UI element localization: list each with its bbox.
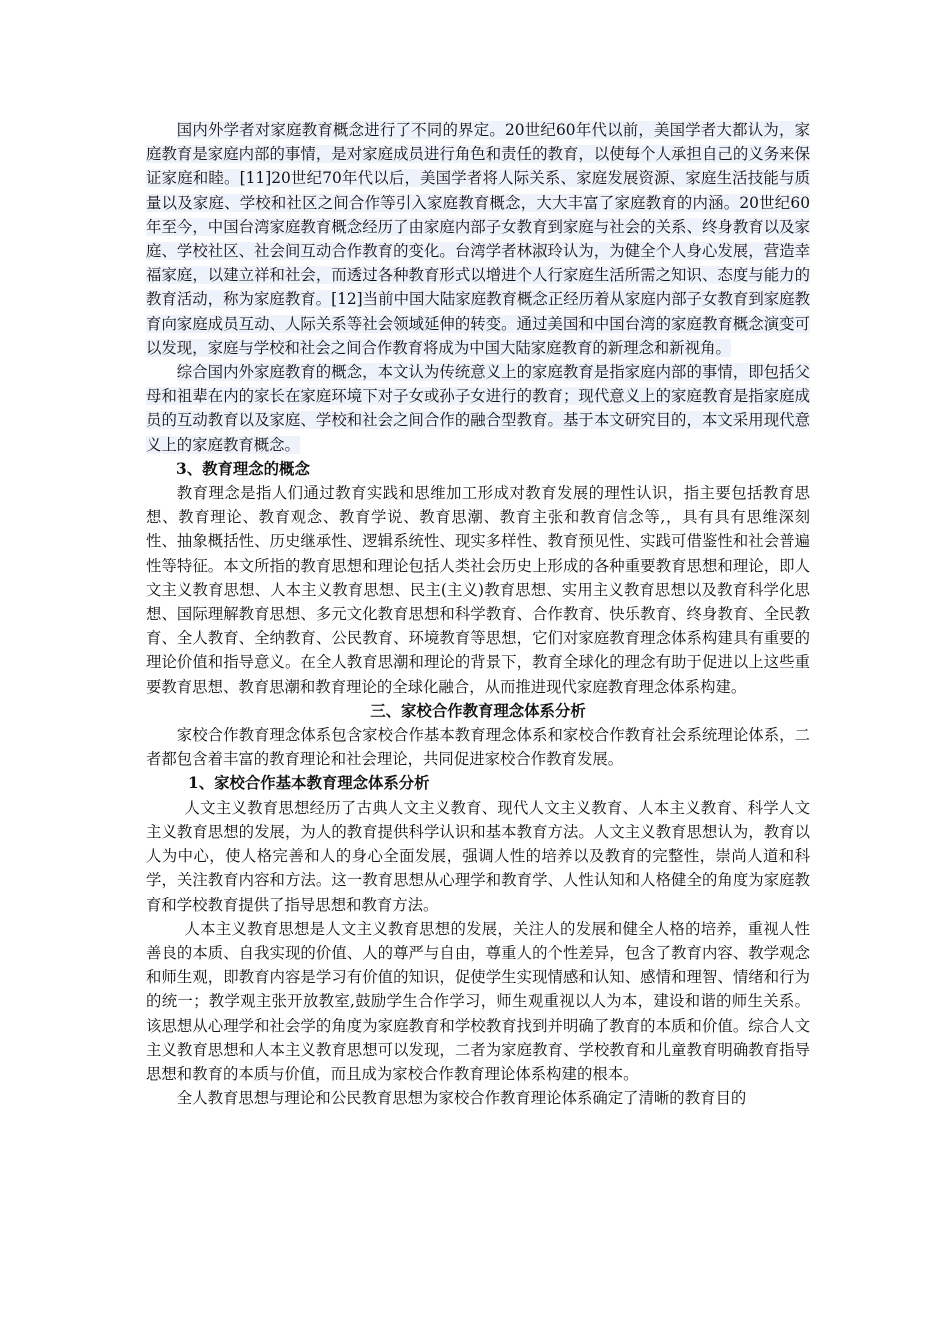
paragraph-family-education-definitions: 国内外学者对家庭教育概念进行了不同的界定。20世纪60年代以前，美国学者大都认为，家庭教育是家庭内部的事情，是对家庭成员进行角色和责任的教育，以使每个人承担自己的义务来保证家庭和睦。[11]20世纪70年代以后，美国学者将人际关系、家庭发展资源、家庭生活技能与质量以及家庭、学校和社区之间合作等引入家庭教育概念，大大丰富了家庭教育的内涵。20世纪60年至今，中国台湾家庭教育概念经历了由家庭内部子女教育到家庭与社会的关系、终身教育以及家庭、学校社区、社会间互动合作教育的变化。台湾学者林淑玲认为，为健全个人身心发展，营造幸福家庭，以建立祥和社会，而透过各种教育形式以增进个人行家庭生活所需之知识、态度与能力的教育活动，称为家庭教育。[12]当前中国大陆家庭教育概念正经历着从家庭内部子女教育到家庭教育向家庭成员互动、人际关系等社会领域延伸的转变。通过美国和中国台湾的家庭教育概念演变可以发现，家庭与学校和社会之间合作教育将成为中国大陆家庭教育的新理念和新视角。 bbox=[146, 121, 810, 357]
document-body bbox=[146, 118, 810, 1110]
paragraph-family-education-synthesis: 综合国内外家庭教育的概念，本文认为传统意义上的家庭教育是指家庭内部的事情，即包括父母和祖辈在内的家长在家庭环境下对子女或孙子女进行的教育；现代意义上的家庭教育是指家庭成员的互动教育以及家庭、学校和社会之间合作的融合型教育。基于本文研究目的，本文采用现代意义上的家庭教育概念。 bbox=[146, 363, 810, 454]
heading-section-three: 三、家校合作教育理念体系分析 bbox=[370, 701, 586, 720]
paragraph-humanism: 人文主义教育思想经历了古典人文主义教育、现代人文主义教育、人本主义教育、科学人文主义教育思想的发展，为人的教育提供科学认识和基本教育方法。人文主义教育思想认为，教育以人为中心，使人格完善和人的身心全面发展，强调人性的培养以及教育的完整性，崇尚人道和科学，关注教育内容和方法。这一教育思想从心理学和教育学、人性认知和人格健全的角度为家庭教育和学校教育提供了指导思想和教育方法。 bbox=[146, 798, 810, 914]
heading-subsection-one: 1、家校合作基本教育理念体系分析 bbox=[188, 774, 430, 793]
heading-education-concept: 3、教育理念的概念 bbox=[176, 459, 310, 478]
paragraph-whole-person-education: 全人教育思想与理论和公民教育思想为家校合作教育理论体系确定了清晰的教育目的 bbox=[176, 1089, 747, 1108]
paragraph-humanistic-psychology: 人本主义教育思想是人文主义教育思想的发展，关注人的发展和健全人格的培养，重视人性善良的本质、自我实现的价值、人的尊严与自由，尊重人的个性差异，包含了教育内容、教学观念和师生观，即教育内容是学习有价值的知识，促使学生实现情感和认知、感情和理智、情绪和行为的统一；教学观主张开放教室,鼓励学生合作学习，师生观重视以人为本，建设和谐的师生关系。该思想从心理学和社会学的角度为家庭教育和学校教育找到并明确了教育的本质和价值。综合人文主义教育思想和人本主义教育思想可以发现，二者为家庭教育、学校教育和儿童教育明确教育指导思想和教育的本质与价值，而且成为家校合作教育理论体系构建的根本。 bbox=[146, 919, 810, 1083]
paragraph-education-concept: 教育理念是指人们通过教育实践和思维加工形成对教育发展的理性认识，指主要包括教育思想、教育理论、教育观念、教育学说、教育思潮、教育主张和教育信念等,，具有具有思维深刻性、抽象概括性、历史继承性、逻辑系统性、现实多样性、教育预见性、实践可借鉴性和社会普遍性等特征。本文所指的教育思想和理论包括人类社会历史上形成的各种重要教育思想和理论，即人文主义教育思想、人本主义教育思想、民主(主义)教育思想、实用主义教育思想以及教育科学化思想、国际理解教育思想、多元文化教育思想和科学教育、合作教育、快乐教育、终身教育、全民教育、全人教育、全纳教育、公民教育、环境教育等思想，它们对家庭教育理念体系构建具有重要的理论价值和指导意义。在全人教育思潮和理论的背景下，教育全球化的理念有助于促进以上这些重要教育思想、教育思潮和教育理论的全球化融合，从而推进现代家庭教育理念体系构建。 bbox=[146, 484, 810, 696]
paragraph-section-three-intro: 家校合作教育理念体系包含家校合作基本教育理念体系和家校合作教育社会系统理论体系，二者都包含着丰富的教育理论和社会理论，共同促进家校合作教育发展。 bbox=[146, 726, 810, 769]
